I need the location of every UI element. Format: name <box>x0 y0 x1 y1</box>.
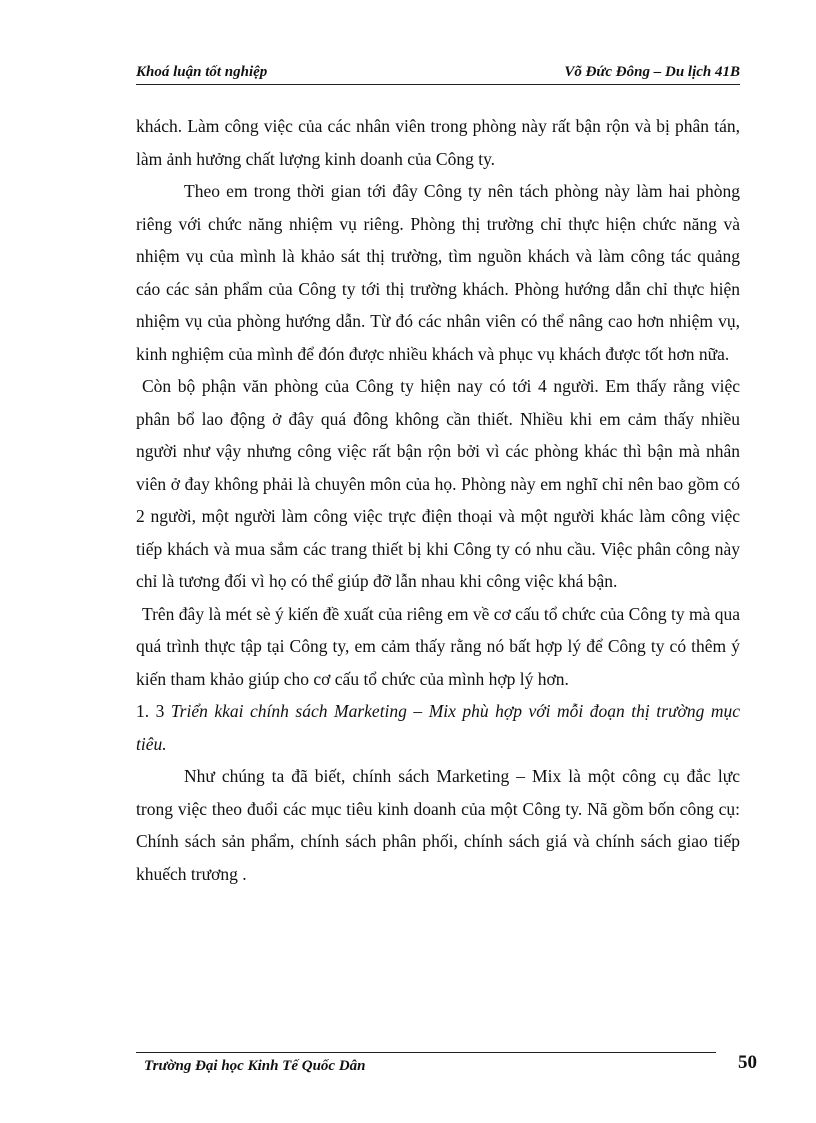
paragraph-3: Còn bộ phận văn phòng của Công ty hiện nay có tới 4 người. Em thấy rằng việc phân bổ lao động ở đây quá đông không cần thiết. Nhiều khi em cảm thấy nhiều người như vậy nhưng công việc rất bận rộn bởi vì các phòng khác thì bận mà nhân viên ở đay không phải là chuyên môn của họ. Phòng này em nghĩ chỉ nên bao gồm có 2 người, một người làm công việc trực điện thoại và một người khác làm công việc tiếp khách và mua sắm các trang thiết bị khi Công ty có nhu cầu. Việc phân công này chỉ là tương đối vì họ có thể giúp đỡ lẫn nhau khi công việc khá bận. <box>136 376 740 591</box>
section-number: 1. 3 <box>136 701 165 721</box>
footer-school: Trường Đại học Kinh Tế Quốc Dân <box>144 1058 366 1074</box>
section-title: Triển kkai chính sách Marketing – Mix phù hợp với mỗi đoạn thị trường mục tiêu. <box>136 701 740 754</box>
page-header <box>136 62 740 85</box>
page-number: 50 <box>738 1052 757 1073</box>
paragraph-2: Theo em trong thời gian tới đây Công ty nên tách phòng này làm hai phòng riêng với chức năng nhiệm vụ riêng. Phòng thị trường chỉ thực hiện chức năng và nhiệm vụ của mình là khảo sát thị trường, tìm nguồn khách và làm công tác quảng cáo các sản phẩm của Công ty tới thị trường khách. Phòng hướng dẫn chỉ thực hiện nhiệm vụ của phòng hướng dẫn. Từ đó các nhân viên có thể nâng cao hơn nhiệm vụ, kinh nghiệm của mình để đón được nhiều khách và phục vụ khách được tốt hơn nữa. <box>136 181 740 364</box>
header-author: Võ Đức Đông – Du lịch 41B <box>564 64 740 80</box>
footer-divider <box>136 1052 716 1053</box>
paragraph-4: Trên đây là mét sè ý kiến đề xuất của riêng em về cơ cấu tổ chức của Công ty mà qua quá trình thực tập tại Công ty, em cảm thấy rằng nó bất hợp lý để Công ty có thêm ý kiến tham khảo giúp cho cơ cấu tổ chức của mình hợp lý hơn. <box>136 603 740 689</box>
document-body <box>136 110 740 890</box>
paragraph-1: khách. Làm công việc của các nhân viên trong phòng này rất bận rộn và bị phân tán, làm ảnh hưởng chất lượng kinh doanh của Công ty. <box>136 116 740 169</box>
paragraph-5: Như chúng ta đã biết, chính sách Marketing – Mix là một công cụ đắc lực trong việc theo đuổi các mục tiêu kinh doanh của một Công ty. Nã gồm bốn công cụ: Chính sách sản phẩm, chính sách phân phối, chính sách giá và chính sách giao tiếp khuếch trương . <box>136 766 740 884</box>
header-thesis-title: Khoá luận tốt nghiệp <box>136 64 268 80</box>
section-heading <box>136 695 740 760</box>
